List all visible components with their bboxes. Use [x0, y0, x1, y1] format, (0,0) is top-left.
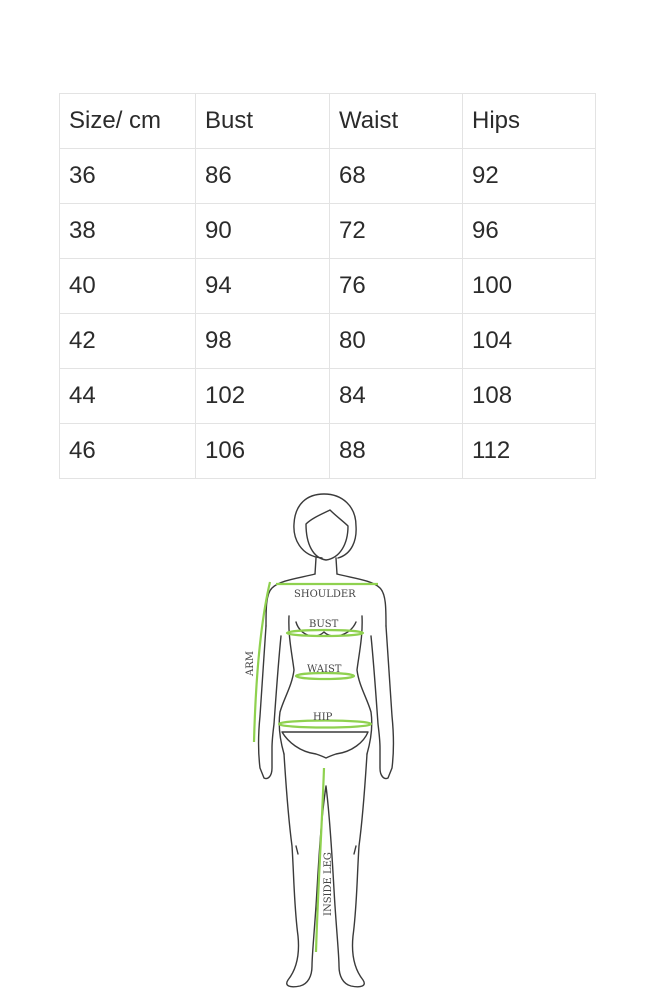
- cell-waist: 80: [330, 314, 463, 369]
- cell-bust: 106: [196, 424, 330, 479]
- cell-waist: 68: [330, 149, 463, 204]
- cell-waist: 84: [330, 369, 463, 424]
- table-row: [60, 149, 596, 204]
- label-bust: BUST: [309, 619, 339, 630]
- table-row: [60, 424, 596, 479]
- cell-size: 36: [60, 149, 196, 204]
- table-header-row: [60, 94, 596, 149]
- cell-bust: 86: [196, 149, 330, 204]
- cell-size: 44: [60, 369, 196, 424]
- body-measurement-diagram: [0, 486, 666, 1000]
- cell-hips: 92: [463, 149, 596, 204]
- right-arm-outline: [371, 626, 394, 779]
- size-chart-table: [59, 93, 596, 479]
- cell-size: 40: [60, 259, 196, 314]
- label-waist: WAIST: [307, 664, 342, 675]
- label-hip: HIP: [313, 712, 333, 723]
- table-row: [60, 259, 596, 314]
- cell-waist: 76: [330, 259, 463, 314]
- table-row: [60, 204, 596, 259]
- cell-waist: 88: [330, 424, 463, 479]
- cell-bust: 98: [196, 314, 330, 369]
- cell-bust: 94: [196, 259, 330, 314]
- cell-hips: 104: [463, 314, 596, 369]
- label-inside-leg: INSIDE LEG: [323, 852, 334, 916]
- left-arm-outline: [259, 626, 282, 779]
- table-row: [60, 369, 596, 424]
- header-waist: Waist: [330, 94, 463, 149]
- cell-size: 46: [60, 424, 196, 479]
- label-arm: ARM: [245, 651, 256, 676]
- header-hips: Hips: [463, 94, 596, 149]
- briefs-outline: [282, 732, 368, 758]
- header-bust: Bust: [196, 94, 330, 149]
- hair-outline: [294, 494, 356, 558]
- label-shoulder: SHOULDER: [294, 589, 356, 600]
- cell-hips: 112: [463, 424, 596, 479]
- cell-size: 38: [60, 204, 196, 259]
- face-outline: [306, 510, 348, 560]
- cell-hips: 100: [463, 259, 596, 314]
- cell-bust: 90: [196, 204, 330, 259]
- header-size: Size/ cm: [60, 94, 196, 149]
- cell-size: 42: [60, 314, 196, 369]
- cell-waist: 72: [330, 204, 463, 259]
- cell-hips: 108: [463, 369, 596, 424]
- table-row: [60, 314, 596, 369]
- arm-line: [254, 582, 270, 742]
- cell-hips: 96: [463, 204, 596, 259]
- cell-bust: 102: [196, 369, 330, 424]
